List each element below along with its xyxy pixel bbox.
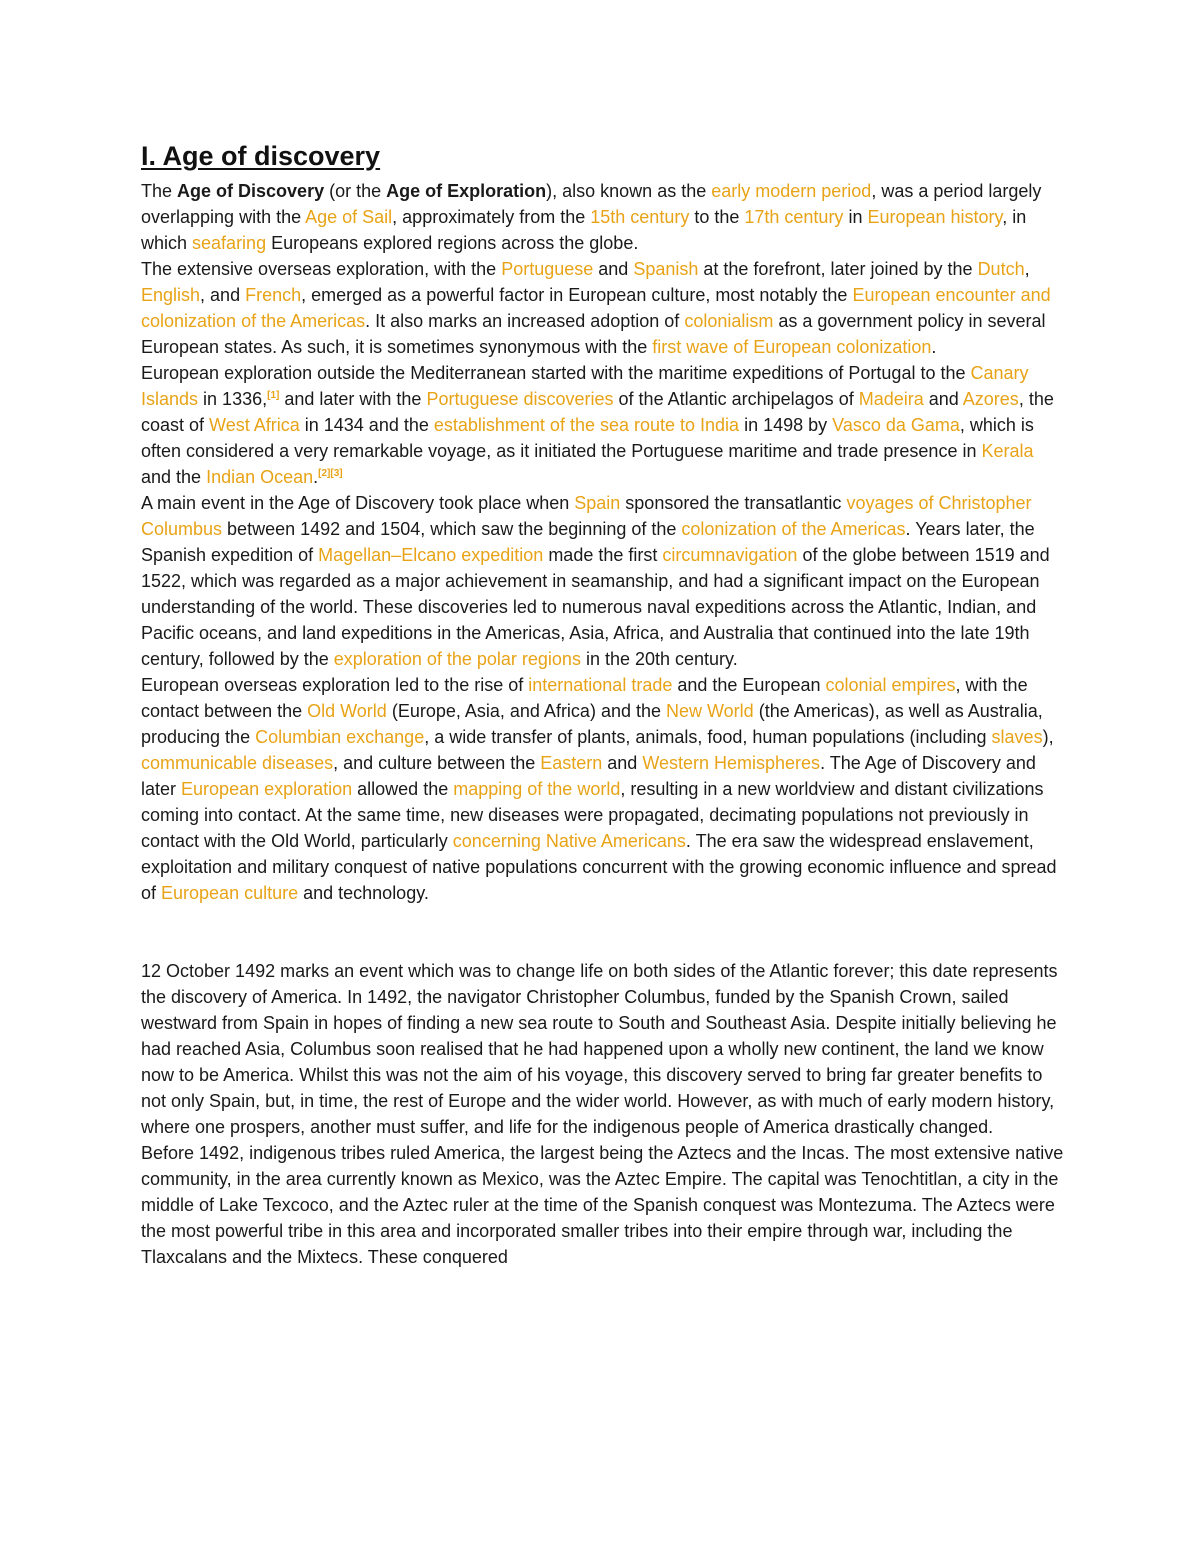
text-run: made the first: [543, 545, 663, 565]
text-run: to the: [689, 207, 745, 227]
hyperlink[interactable]: Portuguese: [501, 259, 594, 279]
text-run: , and culture between the: [333, 753, 541, 773]
paragraph: [141, 178, 1066, 256]
text-run: , the coast of: [141, 389, 1054, 435]
text-run: and the: [141, 467, 207, 487]
text-run: and technology.: [298, 883, 429, 903]
text-run: as a government policy in several European states. As such, it is sometimes synonymous with the: [141, 311, 1046, 357]
hyperlink[interactable]: colonialism: [684, 311, 774, 331]
text-run: , resulting in a new worldview and distant civilizations coming into contact. At the same time, new diseases were propagated, decimating populations not previously in contact with the Old World, particularly: [141, 779, 1044, 851]
text-run: in 1336,: [198, 389, 268, 409]
hyperlink[interactable]: establishment of the sea route to India: [433, 415, 740, 435]
paragraph: [141, 360, 1066, 490]
hyperlink[interactable]: West Africa: [209, 415, 300, 435]
text-run: . The Age of Discovery and later: [141, 753, 1036, 799]
text-run: in: [843, 207, 868, 227]
hyperlink[interactable]: first wave of European colonization: [652, 337, 932, 357]
text-run: .: [313, 467, 319, 487]
paragraph: 12 October 1492 marks an event which was to change life on both sides of the Atlantic forever; this date represents the discovery of America. In 1492, the navigator Christopher Columbus, funded by the Spanish Crown, sailed westward from Spain in hopes of finding a new sea route to South and Southeast Asia. Despite initially believing he had reached Asia, Columbus soon realised that he had happened upon a wholly new continent, the land we know now to be America. Whilst this was not the aim of his voyage, this discovery served to bring far greater benefits to not only Spain, but, in time, the rest of Europe and the wider world. However, as with much of early modern history, where one prospers, another must suffer, and life for the indigenous people of America drastically changed.: [141, 961, 1058, 1137]
hyperlink[interactable]: English: [141, 285, 201, 305]
text-run: Europeans explored regions across the globe.: [266, 233, 639, 253]
text-run: ), also known as the: [546, 181, 712, 201]
text-run: The: [141, 181, 178, 201]
hyperlink[interactable]: Magellan–Elcano expedition: [318, 545, 544, 565]
hyperlink[interactable]: Spanish: [633, 259, 699, 279]
text-run: European overseas exploration led to the rise of: [141, 675, 529, 695]
hyperlink[interactable]: Indian Ocean: [206, 467, 314, 487]
text-run: and: [593, 259, 634, 279]
section-body: [141, 178, 1066, 906]
hyperlink[interactable]: mapping of the world: [453, 779, 621, 799]
hyperlink[interactable]: Spain: [574, 493, 621, 513]
text-run: . Years later, the Spanish expedition of: [141, 519, 1035, 565]
text-run: sponsored the transatlantic: [620, 493, 847, 513]
text-run: in the 20th century.: [580, 649, 738, 669]
hyperlink[interactable]: European history: [867, 207, 1003, 227]
hyperlink[interactable]: international trade: [528, 675, 673, 695]
text-run: . It also marks an increased adoption of: [365, 311, 685, 331]
text-run: (or the: [324, 181, 387, 201]
hyperlink[interactable]: Columbian exchange: [255, 727, 425, 747]
text-run: , emerged as a powerful factor in European culture, most notably the: [301, 285, 853, 305]
hyperlink[interactable]: colonization of the Americas: [681, 519, 906, 539]
hyperlink[interactable]: Old World: [307, 701, 387, 721]
document-page: [141, 138, 1066, 1270]
text-run: of the Atlantic archipelagos of: [613, 389, 859, 409]
text-run: in 1434 and the: [299, 415, 434, 435]
text-run: , with the contact between the: [141, 675, 1028, 721]
paragraph: [141, 490, 1066, 672]
text-run: , was a period largely overlapping with the: [141, 181, 1042, 227]
hyperlink[interactable]: 17th century: [744, 207, 844, 227]
citation-reference[interactable]: [1]: [267, 390, 280, 401]
text-run: (Europe, Asia, and Africa) and the: [386, 701, 666, 721]
hyperlink[interactable]: Dutch: [977, 259, 1025, 279]
hyperlink[interactable]: European encounter and colonization of the Americas: [141, 285, 1051, 331]
hyperlink[interactable]: European culture: [161, 883, 299, 903]
paragraph: [141, 672, 1066, 906]
text-run: European exploration outside the Mediterranean started with the maritime expeditions of Portugal to the: [141, 363, 971, 383]
paragraph: [141, 256, 1066, 360]
hyperlink[interactable]: voyages of Christopher Columbus: [141, 493, 1032, 539]
text-run: , which is often considered a very remarkable voyage, as it initiated the Portuguese maritime and trade presence in: [141, 415, 1034, 461]
text-run: . The era saw the widespread enslavement, exploitation and military conquest of native populations concurrent with the growing economic influence and spread of: [141, 831, 1057, 903]
hyperlink[interactable]: Eastern: [540, 753, 603, 773]
text-run: of the globe between 1519 and 1522, which was regarded as a major achievement in seamanship, and had a significant impact on the European understanding of the world. These discoveries led to numerous naval expeditions across the Atlantic, Indian, and Pacific oceans, and land expeditions in the Americas, Asia, Africa, and Australia that continued into the late 19th century, followed by the: [141, 545, 1050, 669]
hyperlink[interactable]: Portuguese discoveries: [426, 389, 614, 409]
section-heading: I. Age of discovery: [141, 141, 381, 171]
text-run: The extensive overseas exploration, with the: [141, 259, 502, 279]
hyperlink[interactable]: Azores: [962, 389, 1019, 409]
hyperlink[interactable]: Kerala: [981, 441, 1034, 461]
hyperlink[interactable]: European exploration: [181, 779, 353, 799]
hyperlink[interactable]: 15th century: [590, 207, 690, 227]
text-run: , in which: [141, 207, 1027, 253]
text-run: (the Americas), as well as Australia, producing the: [141, 701, 1043, 747]
text-run: ),: [1042, 727, 1054, 747]
hyperlink[interactable]: New World: [666, 701, 754, 721]
hyperlink[interactable]: colonial empires: [825, 675, 956, 695]
hyperlink[interactable]: Canary Islands: [141, 363, 1029, 409]
hyperlink[interactable]: French: [245, 285, 302, 305]
citation-reference[interactable]: [2][3]: [318, 468, 343, 479]
text-run: and the European: [672, 675, 826, 695]
text-run: in 1498 by: [739, 415, 833, 435]
text-run: at the forefront, later joined by the: [698, 259, 978, 279]
text-run: , approximately from the: [392, 207, 591, 227]
text-run: .: [931, 337, 937, 357]
text-run: and: [923, 389, 963, 409]
hyperlink[interactable]: Madeira: [858, 389, 924, 409]
hyperlink[interactable]: concerning Native Americans: [452, 831, 686, 851]
text-run: and: [602, 753, 643, 773]
hyperlink[interactable]: exploration of the polar regions: [333, 649, 581, 669]
hyperlink[interactable]: communicable diseases: [141, 753, 334, 773]
hyperlink[interactable]: circumnavigation: [662, 545, 798, 565]
text-run: , a wide transfer of plants, animals, food, human populations (including: [424, 727, 992, 747]
hyperlink[interactable]: seafaring: [192, 233, 267, 253]
text-run: A main event in the Age of Discovery took place when: [141, 493, 575, 513]
text-run: and later with the: [279, 389, 427, 409]
text-run: , and: [200, 285, 246, 305]
text-run: between 1492 and 1504, which saw the beginning of the: [222, 519, 682, 539]
hyperlink[interactable]: Vasco da Gama: [832, 415, 960, 435]
text-run: allowed the: [352, 779, 454, 799]
hyperlink[interactable]: early modern period: [711, 181, 872, 201]
blank-spacer: [141, 906, 1066, 958]
hyperlink[interactable]: Western Hemispheres: [642, 753, 821, 773]
hyperlink[interactable]: slaves: [991, 727, 1043, 747]
hyperlink[interactable]: Age of Sail: [305, 207, 393, 227]
bold-term: Age of Exploration: [386, 181, 547, 201]
paragraph: Before 1492, indigenous tribes ruled America, the largest being the Aztecs and the Incas. The most extensive native community, in the area currently known as Mexico, was the Aztec Empire. The capital was Tenochtitlan, a city in the middle of Lake Texcoco, and the Aztec ruler at the time of the Spanish conquest was Montezuma. The Aztecs were the most powerful tribe in this area and incorporated smaller tribes into their empire through war, including the Tlaxcalans and the Mixtecs. These conquered: [141, 1143, 1064, 1267]
bold-term: Age of Discovery: [177, 181, 325, 201]
text-run: ,: [1024, 259, 1030, 279]
